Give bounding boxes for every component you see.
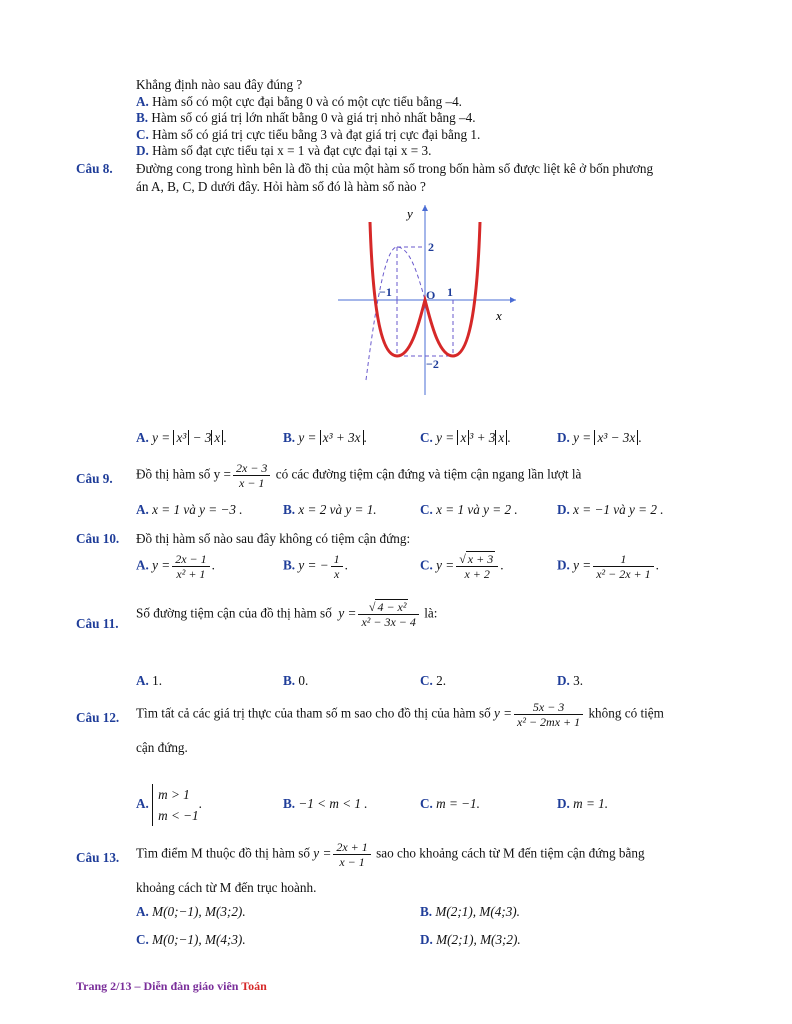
q9-text: Đồ thị hàm số y = $\frac{2x - 3}{x - 1}$ có các đường tiệm cận đứng và tiệm cận ngang lần lượt là [136,461,582,490]
page-footer: Trang 2/13 – Diễn đàn giáo viên Toán [76,979,267,993]
q8-graph [330,200,520,400]
q10-option-c: C. y = $\frac{√ x + 3}{x + 2}$ . [420,552,504,581]
q10-text: Đồ thị hàm số nào sau đây không có tiệm cận đứng: [136,531,411,546]
q12-text-line1: Tìm tất cả các giá trị thực của tham số m sao cho đồ thị của hàm số y = $\frac{5x - 3}{\text{x² − 2mx + 1}}$ không có tiệm [136,700,664,729]
q13-option-c: C. M(0;−1), M(4;3). [136,932,246,947]
tick-label-neg1: −1 [379,285,392,299]
q12-option-a: A. m > 1 m < −1 . [136,784,202,826]
x-axis-arrow-icon [510,297,516,303]
q8-text-line2: án A, B, C, D dưới đây. Hỏi hàm số đó là hàm số nào ? [136,179,426,194]
tick-label-neg2: −2 [426,357,439,371]
q11-option-b: B. 0. [283,673,309,688]
q11-option-d: D. 3. [557,673,584,688]
y-axis-arrow-icon [422,205,428,211]
y-axis-label: y [407,206,413,221]
x-axis-label: x [496,308,502,323]
q12-text-line2: cận đứng. [136,740,188,755]
tick-label-1: 1 [447,285,453,299]
q8-number: Câu 8. [76,161,113,176]
q9-option-a: A. x = 1 và y = −3 . [136,502,243,517]
q10-option-d: D. y = $\frac{1}{\text{x² − 2x + 1}}$ . [557,552,659,581]
q8-option-d: D. y = x³ − 3x . [557,430,642,445]
q8-option-c: C. y = x ³ + 3 x . [420,430,511,445]
q7-option-d: D. Hàm số đạt cực tiểu tại x = 1 và đạt cực đại tại x = 3. [136,143,432,158]
q9-number: Câu 9. [76,471,113,486]
q13-number: Câu 13. [76,850,120,865]
q12-number: Câu 12. [76,710,120,725]
q8-text-line1: Đường cong trong hình bên là đồ thị của một hàm số trong bốn hàm số được liệt kê ở bốn phương [136,161,654,176]
q7-option-c: C. Hàm số có giá trị cực tiểu bằng 3 và đạt giá trị cực đại bằng 1. [136,127,481,142]
tick-label-2: 2 [428,240,434,254]
q7-option-b: B. Hàm số có giá trị lớn nhất bằng 0 và giá trị nhỏ nhất bằng –4. [136,110,476,125]
q11-text: Số đường tiệm cận của đồ thị hàm số y = $\frac{\text{√ 4 − x²}}{\text{x² − 3x − 4}}$ là: [136,600,438,629]
q13-option-d: D. M(2;1), M(3;2). [420,932,521,947]
q10-option-b: B. y = − $\frac{1}{x}$ . [283,552,348,581]
q11-option-a: A. 1. [136,673,163,688]
q12-option-d: D. m = 1. [557,796,609,811]
q10-option-a: A. y = $\frac{2x - 1}{\text{x² + 1}}$ . [136,552,215,581]
q8-option-a: A. y = x³ − 3 x . [136,430,227,445]
q9-option-c: C. x = 1 và y = 2 . [420,502,518,517]
q7-option-a: A. Hàm số có một cực đại bằng 0 và có một cực tiểu bằng –4. [136,94,462,109]
q13-option-a: A. M(0;−1), M(3;2). [136,904,246,919]
q11-option-c: C. 2. [420,673,447,688]
q9-option-d: D. x = −1 và y = 2 . [557,502,664,517]
q13-text-line1: Tìm điểm M thuộc đồ thị hàm số y = $\frac{2x + 1}{x - 1}$ sao cho khoảng cách từ M đến tiệm cận đứng bằng [136,840,645,869]
q11-number: Câu 11. [76,616,119,631]
cubic-dashed-curve [366,247,453,380]
q13-text-line2: khoảng cách từ M đến trục hoành. [136,880,317,895]
q8-option-b: B. y = x³ + 3x . [283,430,367,445]
q12-option-c: C. m = −1. [420,796,480,811]
origin-label: O [426,288,436,302]
q10-number: Câu 10. [76,531,120,546]
q13-option-b: B. M(2;1), M(4;3). [420,904,520,919]
q7-intro: Khẳng định nào sau đây đúng ? [136,77,303,92]
q12-option-b: B. −1 < m < 1 . [283,796,368,811]
q9-option-b: B. x = 2 và y = 1. [283,502,377,517]
